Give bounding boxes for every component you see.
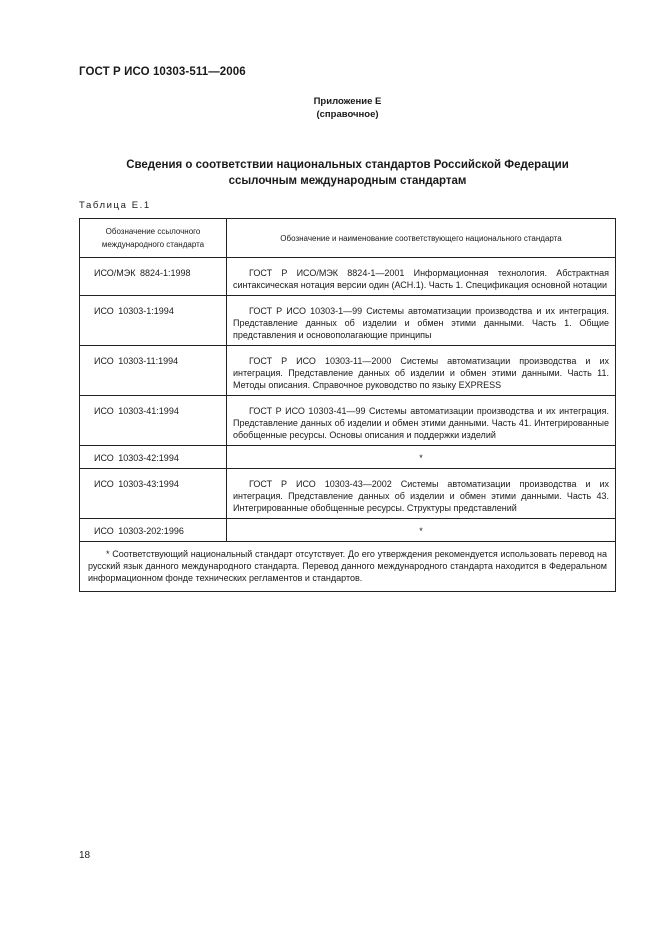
standards-correspondence-table	[79, 218, 616, 592]
international-standard-cell: ИСО 10303-202:1996	[80, 519, 227, 542]
table-row	[80, 346, 616, 396]
header-national-standard: Обозначение и наименование соответствующего национального стандарта	[227, 219, 616, 258]
national-standard-cell: ГОСТ Р ИСО 10303-41—99 Системы автоматизации производства и их интеграция. Представление данных об изделии и обмен этими данными. Часть 41. Интегрированные обобщенные ресурсы. Основы описания и поддержки изделий	[227, 396, 616, 446]
national-standard-cell: ГОСТ Р ИСО 10303-1—99 Системы автоматизации производства и их интеграция. Представление данных об изделии и обмен этими данными. Часть 1. Общие представления и основополагающие принципы	[227, 296, 616, 346]
section-title-line-2: ссылочным международным стандартам	[228, 175, 467, 187]
header-international-standard: Обозначение ссылочного международного стандарта	[80, 219, 227, 258]
table-row	[80, 446, 616, 469]
section-title	[0, 157, 661, 189]
page-number: 18	[79, 850, 91, 861]
appendix-type: (справочное)	[316, 109, 379, 120]
table-row	[80, 396, 616, 446]
international-standard-cell: ИСО 10303-42:1994	[80, 446, 227, 469]
international-standard-cell: ИСО/МЭК 8824-1:1998	[80, 258, 227, 296]
international-standard-cell: ИСО 10303-41:1994	[80, 396, 227, 446]
appendix-label: Приложение Е	[313, 96, 382, 107]
table-row	[80, 519, 616, 542]
national-standard-cell: ГОСТ Р ИСО 10303-11—2000 Системы автоматизации производства и их интеграция. Представление данных об изделии и обмен этими данными. Часть 11. Методы описания. Справочное руководство по языку EXPRESS	[227, 346, 616, 396]
table-header-row	[80, 219, 616, 258]
national-standard-cell: *	[227, 446, 616, 469]
section-title-line-1: Сведения о соответствии национальных стандартов Российской Федерации	[126, 159, 569, 171]
appendix-heading	[0, 95, 661, 121]
international-standard-cell: ИСО 10303-1:1994	[80, 296, 227, 346]
table-row	[80, 258, 616, 296]
table-row	[80, 469, 616, 519]
document-designation: ГОСТ Р ИСО 10303-511—2006	[79, 66, 246, 78]
national-standard-cell: *	[227, 519, 616, 542]
national-standard-cell: ГОСТ Р ИСО/МЭК 8824-1—2001 Информационная технология. Абстрактная синтаксическая нотация версии один (АСН.1). Часть 1. Спецификация основной нотации	[227, 258, 616, 296]
table-row	[80, 296, 616, 346]
table-caption: Таблица Е.1	[79, 200, 151, 211]
table-footnote: * Соответствующий национальный стандарт отсутствует. До его утверждения рекомендуется использовать перевод на русский язык данного международного стандарта. Перевод данного международного стандарта находится в Федеральном информационном фонде технических регламентов и стандартов.	[80, 542, 616, 592]
international-standard-cell: ИСО 10303-11:1994	[80, 346, 227, 396]
national-standard-cell: ГОСТ Р ИСО 10303-43—2002 Системы автоматизации производства и их интеграция. Представление данных об изделии и обмен этими данными. Часть 43. Интегрированные обобщенные ресурсы. Структуры представлений	[227, 469, 616, 519]
table-footnote-row	[80, 542, 616, 592]
international-standard-cell: ИСО 10303-43:1994	[80, 469, 227, 519]
